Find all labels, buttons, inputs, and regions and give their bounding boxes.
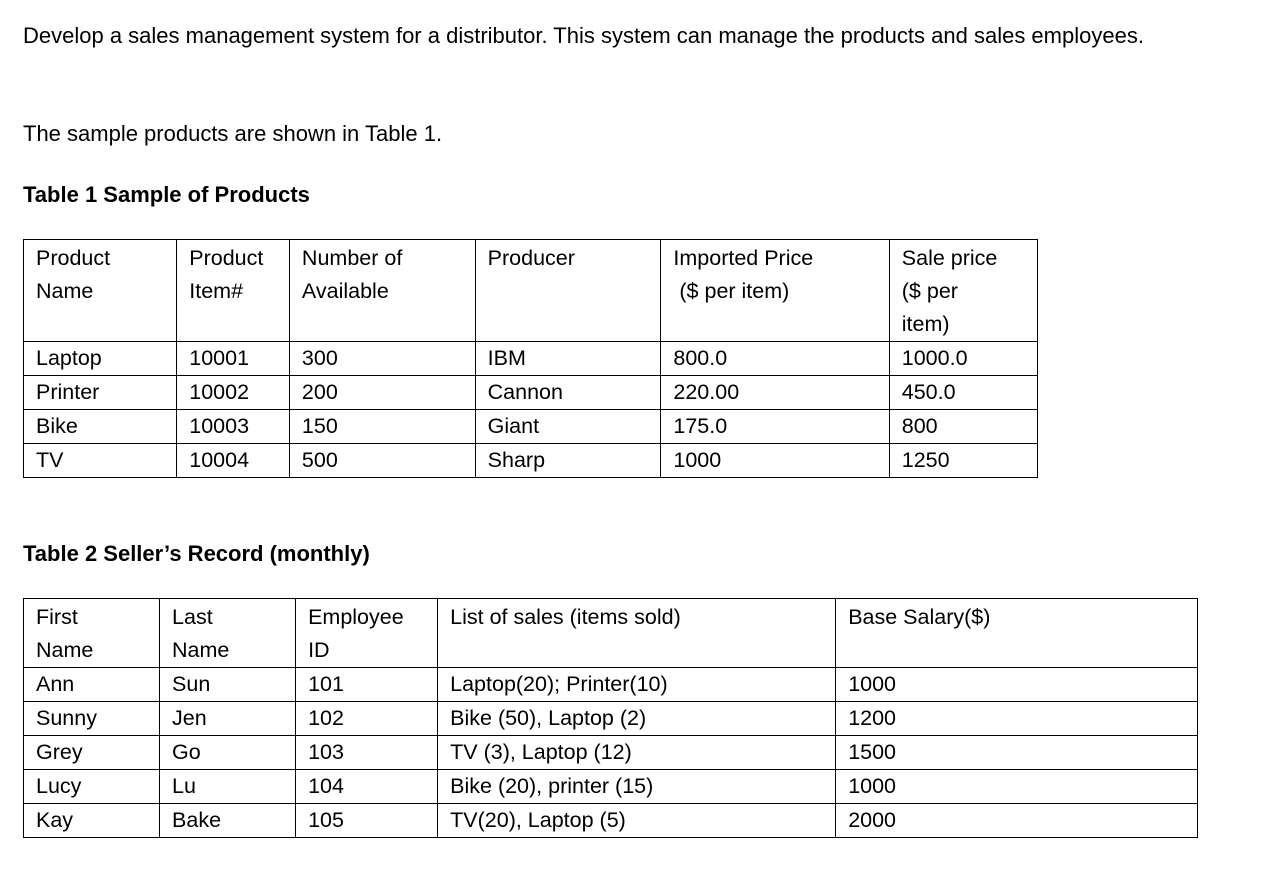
header-list-of-sales [438,599,836,668]
cell-last-name: Go [160,736,296,770]
table-row [24,736,1198,770]
header-line: List of sales (items sold) [450,605,681,629]
header-first-name [24,599,160,668]
header-line: Last [172,605,213,629]
cell-list-of-sales: Laptop(20); Printer(10) [438,668,836,702]
cell-base-salary: 1000 [836,770,1198,804]
header-line: Product [189,246,264,270]
table-row [24,702,1198,736]
header-line: Sale price [901,246,998,270]
cell-product-name: Bike [24,410,177,444]
header-sale-price [889,240,1037,342]
header-last-name [160,599,296,668]
cell-employee-id: 102 [296,702,438,736]
cell-base-salary: 1200 [836,702,1198,736]
cell-number-available: 200 [289,376,475,410]
table-header-row [24,599,1198,668]
cell-producer: IBM [475,342,661,376]
cell-list-of-sales: Bike (50), Laptop (2) [438,702,836,736]
cell-number-available: 500 [289,444,475,478]
cell-producer: Giant [475,410,661,444]
cell-first-name: Kay [24,804,160,838]
cell-base-salary: 1500 [836,736,1198,770]
header-number-available [289,240,475,342]
cell-last-name: Sun [160,668,296,702]
header-line: Available [301,279,389,303]
cell-producer: Cannon [475,376,661,410]
cell-product-name: Printer [24,376,177,410]
cell-first-name: Grey [24,736,160,770]
header-producer [475,240,661,342]
cell-product-item: 10004 [177,444,290,478]
cell-imported-price: 800.0 [661,342,889,376]
header-line: Product [36,246,111,270]
header-line: Producer [487,246,575,270]
cell-imported-price: 220.00 [661,376,889,410]
table-row [24,770,1198,804]
cell-product-name: TV [24,444,177,478]
header-product-name [24,240,177,342]
header-imported-price [661,240,889,342]
header-line: ($ per item) [679,279,790,303]
header-product-item [177,240,290,342]
table-row [24,376,1038,410]
cell-employee-id: 103 [296,736,438,770]
table1-caption: Table 1 Sample of Products [23,182,310,207]
cell-sale-price: 1250 [889,444,1037,478]
cell-first-name: Ann [24,668,160,702]
products-table [23,239,1038,478]
cell-list-of-sales: TV (3), Laptop (12) [438,736,836,770]
table-row [24,804,1198,838]
header-line: Base Salary($) [848,605,991,629]
table-row [24,342,1038,376]
header-line: Employee [308,605,404,629]
table-header-row [24,240,1038,342]
header-line: Imported Price [673,246,814,270]
cell-employee-id: 104 [296,770,438,804]
table-row [24,410,1038,444]
cell-first-name: Sunny [24,702,160,736]
cell-imported-price: 1000 [661,444,889,478]
header-line: First [36,605,78,629]
cell-base-salary: 1000 [836,668,1198,702]
header-line: Name [36,638,94,662]
cell-number-available: 150 [289,410,475,444]
intro-paragraph-table-ref: The sample products are shown in Table 1. [23,121,443,146]
intro-paragraph: Develop a sales management system for a distributor. This system can manage the products and sales employees. [23,23,1144,48]
header-line: ($ per [901,279,958,303]
sellers-record-table [23,598,1198,838]
cell-last-name: Jen [160,702,296,736]
header-line: Name [172,638,230,662]
cell-product-item: 10002 [177,376,290,410]
cell-imported-price: 175.0 [661,410,889,444]
cell-product-item: 10001 [177,342,290,376]
cell-list-of-sales: Bike (20), printer (15) [438,770,836,804]
cell-producer: Sharp [475,444,661,478]
cell-employee-id: 105 [296,804,438,838]
header-line: Number of [301,246,403,270]
cell-last-name: Lu [160,770,296,804]
cell-sale-price: 1000.0 [889,342,1037,376]
table-row [24,668,1198,702]
table2-caption: Table 2 Seller’s Record (monthly) [23,541,370,566]
cell-list-of-sales: TV(20), Laptop (5) [438,804,836,838]
header-employee-id [296,599,438,668]
cell-base-salary: 2000 [836,804,1198,838]
cell-product-name: Laptop [24,342,177,376]
cell-number-available: 300 [289,342,475,376]
header-line: Name [36,279,94,303]
cell-last-name: Bake [160,804,296,838]
cell-product-item: 10003 [177,410,290,444]
table-row [24,444,1038,478]
cell-sale-price: 450.0 [889,376,1037,410]
header-line: ID [308,638,330,662]
header-base-salary [836,599,1198,668]
cell-employee-id: 101 [296,668,438,702]
header-line: Item# [189,279,244,303]
header-line: item) [901,312,950,336]
cell-first-name: Lucy [24,770,160,804]
cell-sale-price: 800 [889,410,1037,444]
